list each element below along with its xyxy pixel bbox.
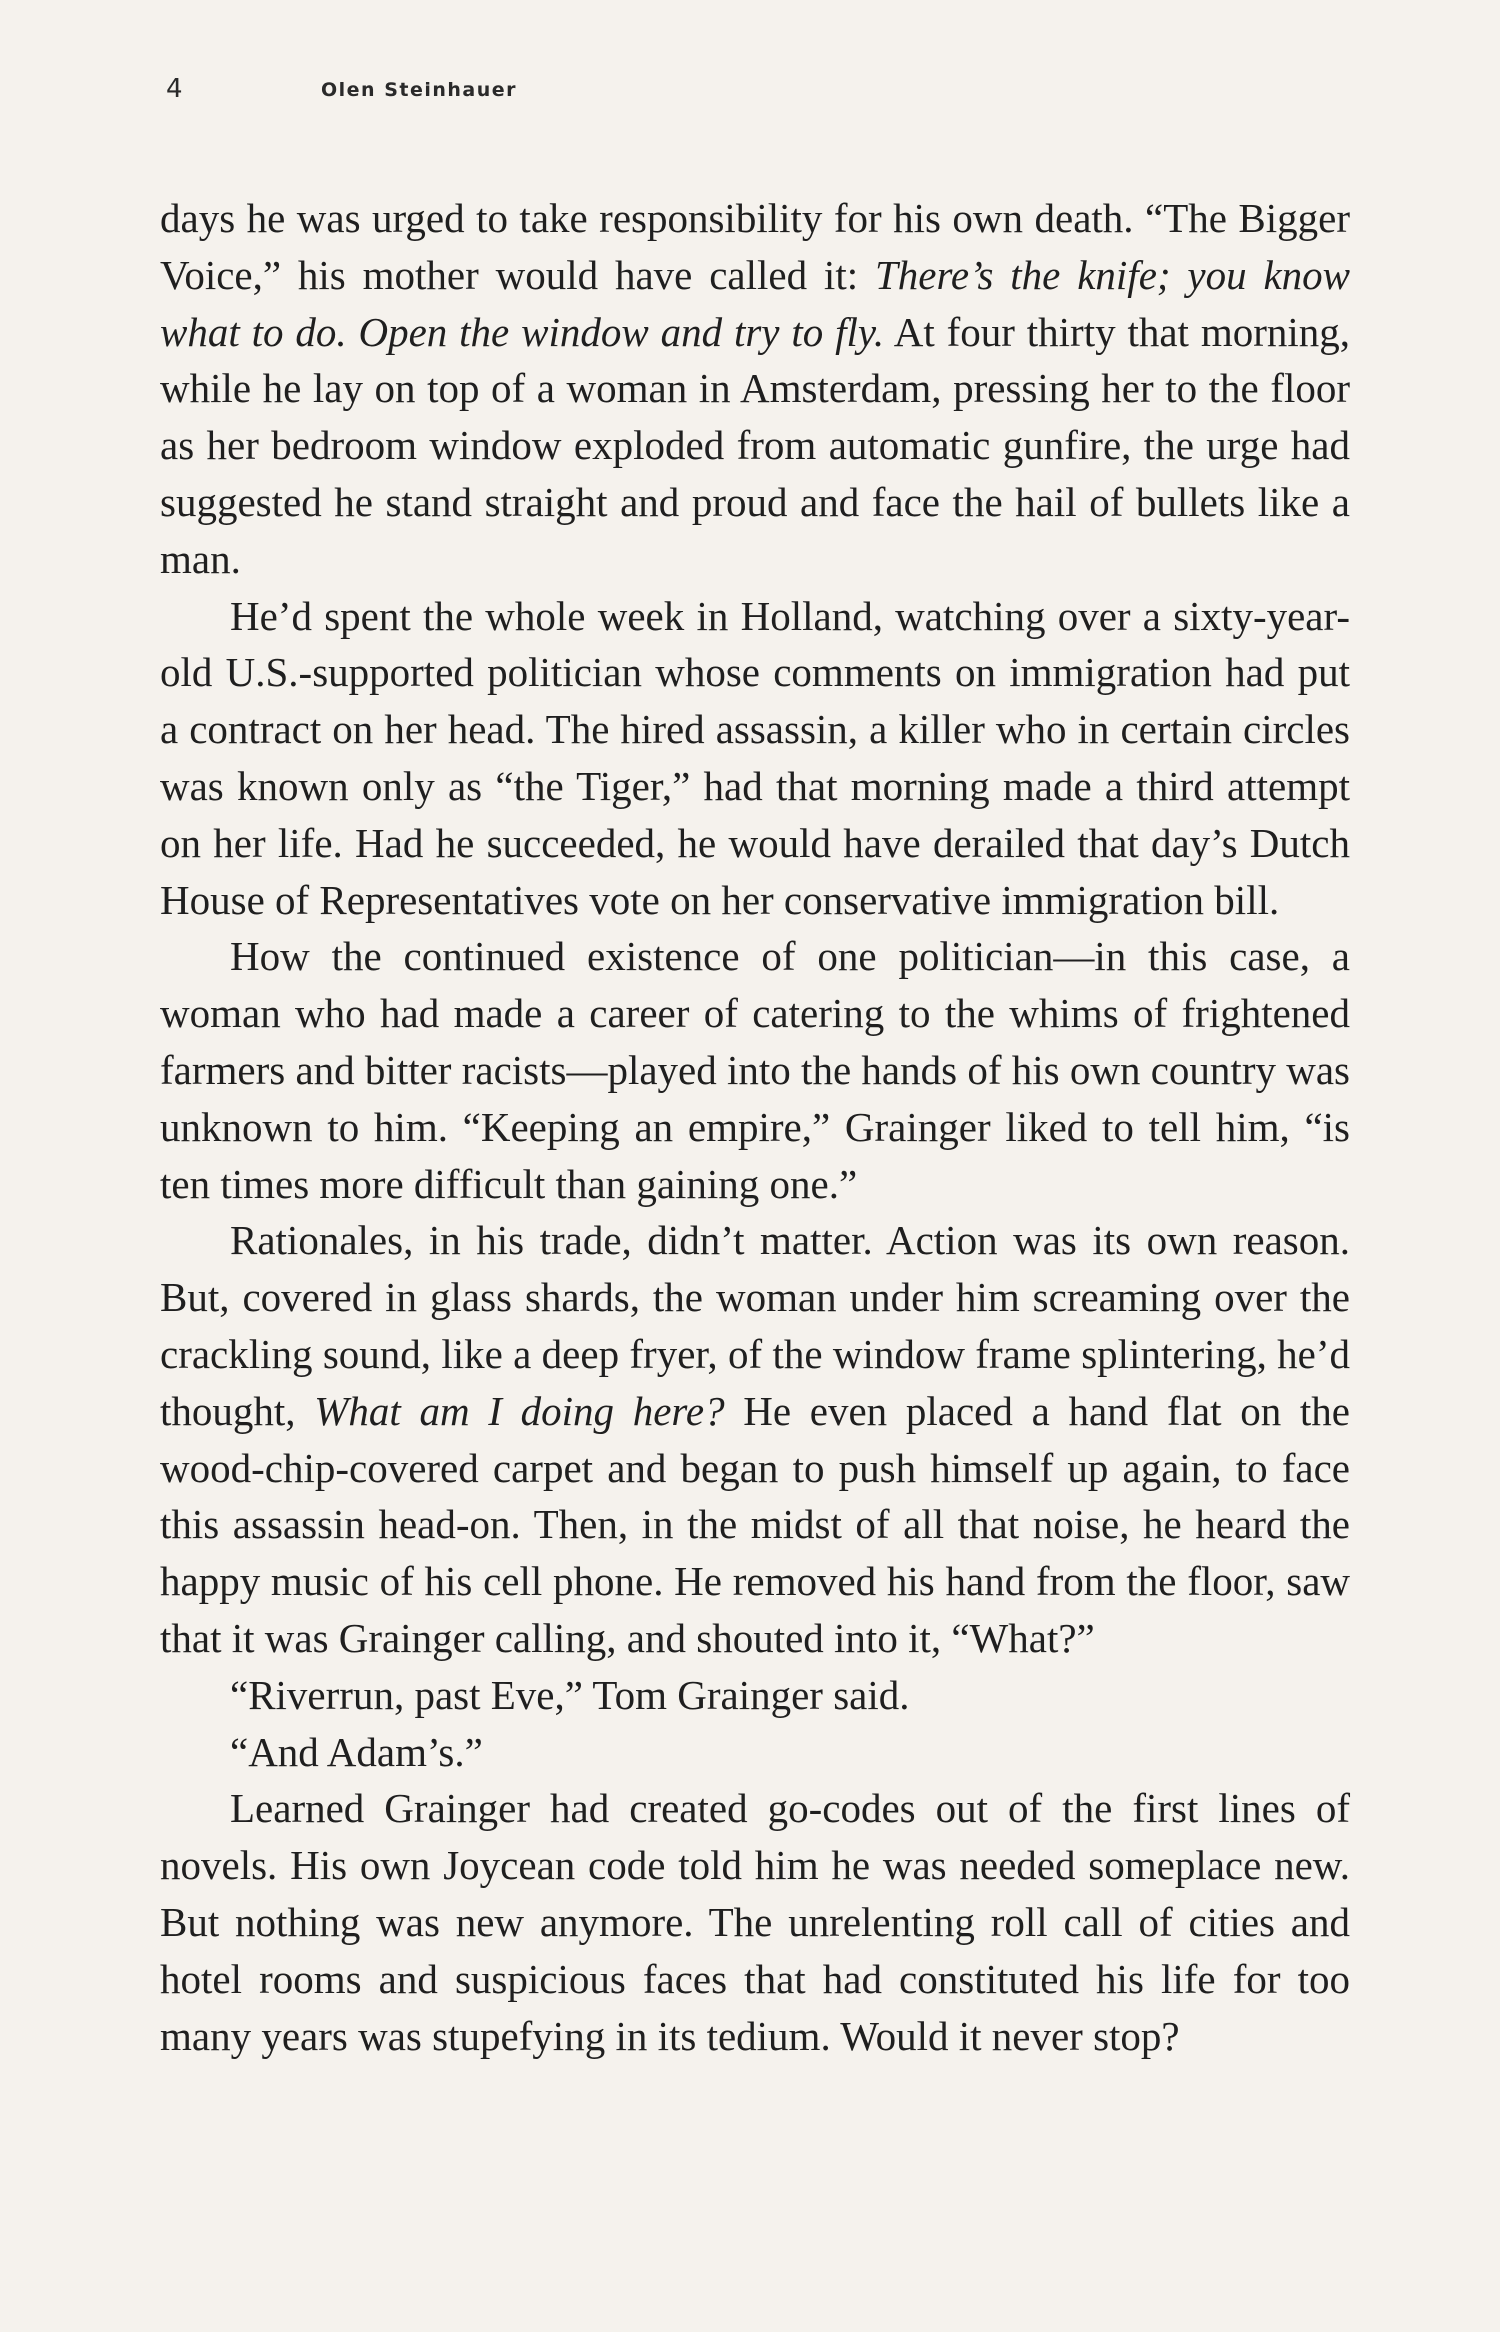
text-segment: “Riverrun, past Eve,” Tom Grainger said.	[230, 1671, 910, 1718]
italic-text-segment: What am I doing here?	[314, 1387, 725, 1434]
text-segment: Rationales, in his trade, didn’t matter. Action was its own reason. But, covered in glass shards, the woman under him screaming over the crackling sound, like a deep fryer, of the window frame splintering, he’d thought,	[160, 1217, 1350, 1434]
paragraph	[160, 1212, 1350, 1666]
page-number: 4	[166, 74, 183, 104]
text-segment: How the continued existence of one politician—in this case, a woman who had made a career of catering to the whims of frightened farmers and bitter racists—played into the hands of his own country was unknown to him. “Keeping an empire,” Grainger liked to tell him, “is ten times more difficult than gaining one.”	[160, 933, 1350, 1207]
paragraph	[160, 1724, 1350, 1781]
italic-text-segment: There’s the knife; you know what to do. Open the window and try to fly.	[160, 251, 1351, 355]
text-segment: days he was urged to take responsibility for his own death. “The Bigger Voice,” his mother would have called it:	[160, 195, 1350, 298]
text-segment: He even placed a hand flat on the wood-chip-covered carpet and began to push himself up again, to face this assassin head-on. Then, in the midst of all that noise, he heard the happy music of his cell phone. He removed his hand from the floor, saw that it was Grainger calling, and shouted into it, “What?”	[160, 1387, 1350, 1661]
text-segment: “And Adam’s.”	[230, 1728, 483, 1775]
text-segment: Learned Grainger had created go-codes out of the first lines of novels. His own Joycean code told him he was needed someplace new. But nothing was new anymore. The unrelenting roll call of cities and hotel rooms and suspicious faces that had constituted his life for too many years was stupefying in its tedium. Would it never stop?	[160, 1785, 1350, 2059]
text-segment: He’d spent the whole week in Holland, watching over a sixty-year-old U.S.-supported politician whose comments on immigration had put a contract on her head. The hired assassin, a killer who in certain circles was known only as “the Tiger,” had that morning made a third attempt on her life. Had he succeeded, he would have derailed that day’s Dutch House of Representatives vote on her conservative immigration bill.	[160, 592, 1350, 923]
paragraph	[160, 1780, 1350, 2064]
body-text	[160, 190, 1350, 2064]
paragraph	[160, 1667, 1350, 1724]
paragraph	[160, 190, 1350, 588]
paragraph	[160, 588, 1350, 929]
page-header	[166, 74, 1366, 114]
text-segment: At four thirty that morning, while he lay on top of a woman in Amsterdam, pressing her to the floor as her bedroom window exploded from automatic gunfire, the urge had suggested he stand straight and proud and face the hail of bullets like a man.	[160, 308, 1350, 582]
paragraph	[160, 928, 1350, 1212]
running-head-author: Olen Steinhauer	[321, 79, 518, 101]
